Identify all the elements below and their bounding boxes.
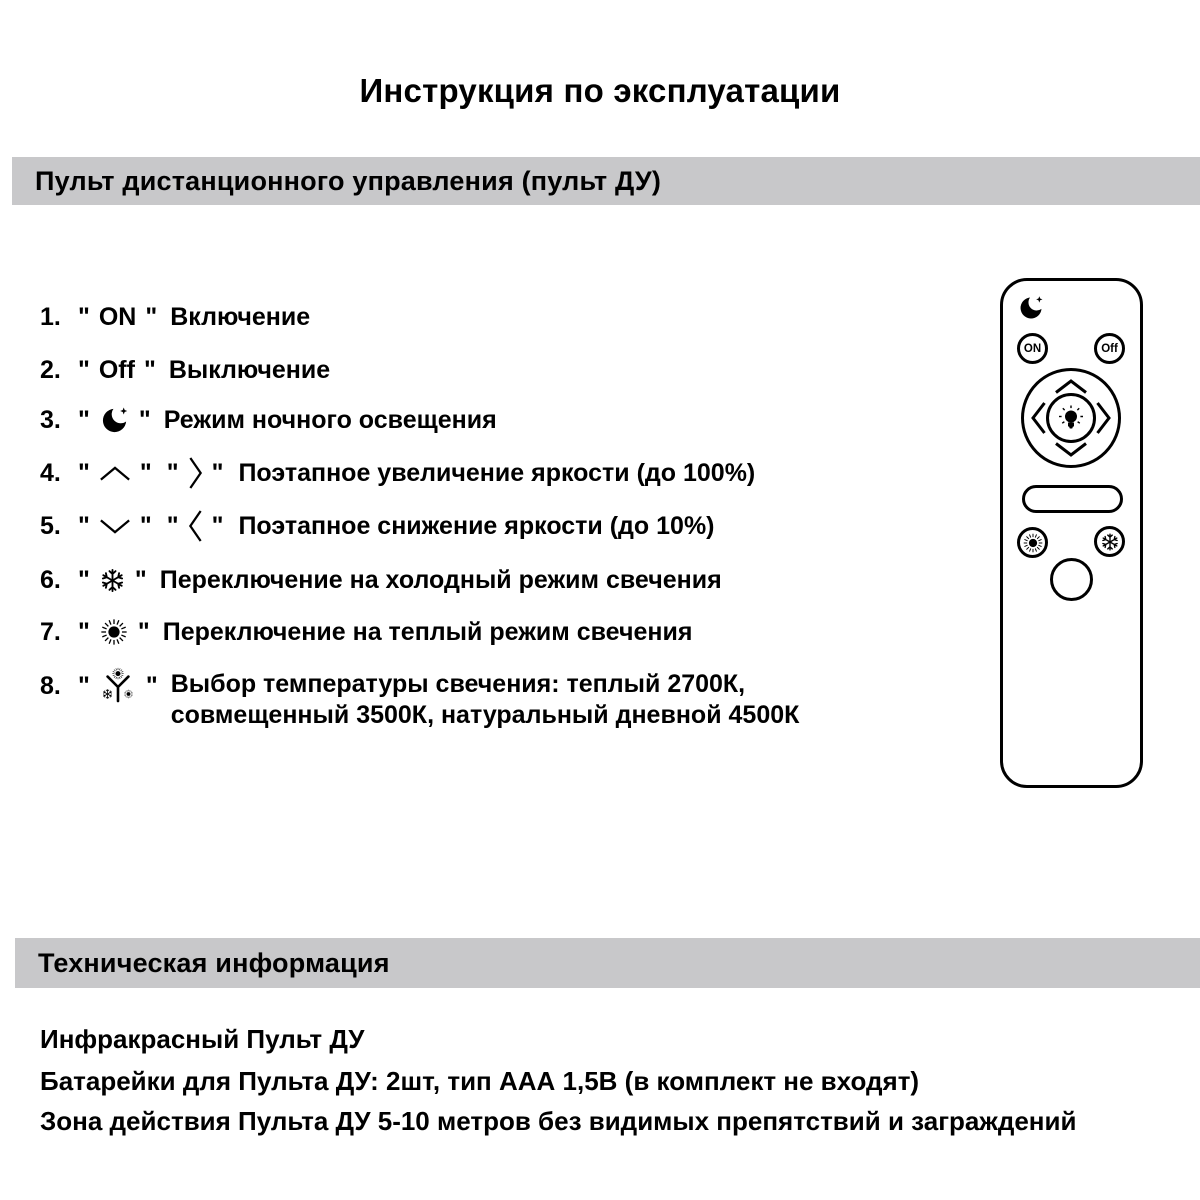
off-token: Off <box>98 355 135 384</box>
list-item-6 <box>40 560 722 600</box>
quote-mark: " <box>166 458 179 487</box>
remote-cold-button <box>1094 526 1125 557</box>
quote-mark: " <box>166 511 179 540</box>
remote-off-label: Off <box>1101 342 1118 355</box>
moon-icon <box>1017 294 1045 322</box>
item-label: Переключение на холодный режим свечения <box>159 565 722 594</box>
remote-on-label: ON <box>1023 342 1042 355</box>
section-header-tech-label: Техническая информация <box>38 947 390 978</box>
remote-pill-button <box>1022 485 1123 513</box>
item-label-line1: Выбор температуры свечения: теплый 2700К, <box>170 670 746 698</box>
pad-down-chevron-icon <box>1053 441 1089 458</box>
item-number: 2. <box>40 355 61 384</box>
snowflake-icon <box>1100 532 1120 552</box>
list-item-3 <box>40 400 497 440</box>
quote-mark: " <box>78 458 90 487</box>
item-icon-group <box>40 666 158 706</box>
quote-mark: " <box>78 355 90 384</box>
remote-direction-pad <box>1021 368 1121 468</box>
list-item-8 <box>40 666 931 731</box>
angle-left-icon <box>188 509 203 543</box>
item-label-block <box>171 669 931 731</box>
remote-warm-button <box>1017 527 1048 558</box>
item-number: 4. <box>40 458 61 487</box>
snowflake-icon <box>99 567 126 594</box>
moon-icon <box>99 405 130 436</box>
chevron-down-icon <box>99 518 131 535</box>
angle-right-icon <box>188 456 203 490</box>
light-bulb-icon <box>1056 403 1086 433</box>
quote-mark: " <box>78 565 90 594</box>
section-header-tech <box>15 938 1200 988</box>
quote-mark: " <box>145 671 158 700</box>
quote-mark: " <box>134 565 147 594</box>
quote-mark: " <box>78 617 90 646</box>
remote-off-button <box>1094 333 1125 364</box>
quote-mark: " <box>138 405 151 434</box>
quote-mark: " <box>137 617 150 646</box>
pad-right-angle-icon <box>1095 400 1112 436</box>
quote-mark: " <box>78 511 90 540</box>
quote-mark: " <box>139 511 152 540</box>
item-label-line2: совмещенный 3500К, натуральный дневной 4500К <box>170 701 800 729</box>
sun-icon <box>99 617 129 647</box>
page-title: Инструкция по эксплуатации <box>359 72 841 109</box>
list-item-4 <box>40 453 755 493</box>
list-item-7 <box>40 612 692 652</box>
remote-center-button <box>1046 393 1096 443</box>
quote-mark: " <box>211 458 224 487</box>
tech-line-1: Инфракрасный Пульт ДУ <box>40 1024 365 1054</box>
pad-left-angle-icon <box>1030 400 1047 436</box>
item-label: Включение <box>170 302 311 331</box>
list-item-2 <box>40 350 330 390</box>
section-header-remote-label: Пульт дистанционного управления (пульт ДУ) <box>35 165 662 196</box>
quote-mark: " <box>78 302 90 331</box>
section-header-remote <box>12 157 1200 205</box>
quote-mark: " <box>143 355 156 384</box>
item-label: Выключение <box>168 355 331 384</box>
item-number: 7. <box>40 617 61 646</box>
quote-mark: " <box>78 405 90 434</box>
tech-line-3: Зона действия Пульта ДУ 5-10 метров без видимых препятствий и заграждений <box>40 1106 1077 1136</box>
item-number: 3. <box>40 405 61 434</box>
item-label: Поэтапное снижение яркости (до 10%) <box>238 511 715 540</box>
color-temperature-select-icon <box>99 667 137 705</box>
remote-control-illustration <box>1000 278 1143 788</box>
sun-icon <box>1022 532 1044 554</box>
item-number: 5. <box>40 511 61 540</box>
item-label: Режим ночного освещения <box>163 405 497 434</box>
quote-mark: " <box>145 302 158 331</box>
remote-bottom-button <box>1050 558 1093 601</box>
remote-on-button <box>1017 333 1048 364</box>
list-item-1 <box>40 297 310 337</box>
item-label: Переключение на теплый режим свечения <box>162 617 693 646</box>
quote-mark: " <box>78 671 90 700</box>
item-label: Поэтапное увеличение яркости (до 100%) <box>238 458 756 487</box>
chevron-up-icon <box>99 465 131 482</box>
quote-mark: " <box>211 511 224 540</box>
quote-mark: " <box>139 458 152 487</box>
on-token: ON <box>98 302 137 331</box>
item-number: 1. <box>40 302 61 331</box>
item-number: 8. <box>40 671 61 700</box>
item-number: 6. <box>40 565 61 594</box>
list-item-5 <box>40 506 715 546</box>
tech-line-2: Батарейки для Пульта ДУ: 2шт, тип ААА 1,5В (в комплект не входят) <box>40 1066 920 1096</box>
